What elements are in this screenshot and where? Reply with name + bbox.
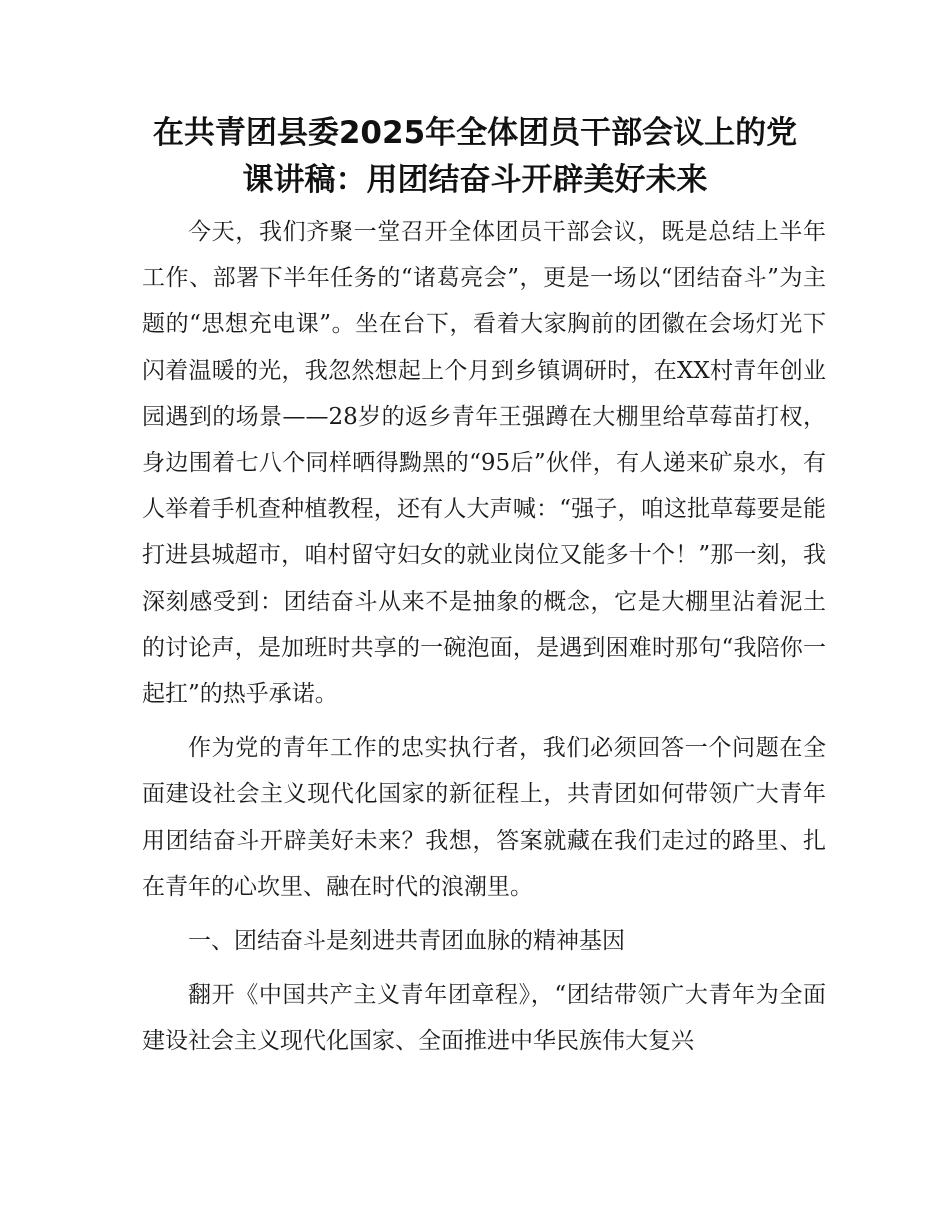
document-title [120, 110, 830, 204]
title-line-2: 课讲稿：用团结奋斗开辟美好未来 [242, 162, 708, 198]
title-line-1: 在共青团县委2025年全体团员干部会议上的党 [152, 115, 798, 151]
paragraph-intro: 今天，我们齐聚一堂召开全体团员干部会议，既是总结上半年工作、部署下半年任务的“诸葛亮会”，更是一场以“团结奋斗”为主题的“思想充电课”。坐在台下，看着大家胸前的团徽在会场灯光下闪着温暖的光，我忽然想起上个月到乡镇调研时，在XX村青年创业园遇到的场景——28岁的返乡青年王强蹲在大棚里给草莓苗打杈，身边围着七八个同样晒得黝黑的“95后”伙伴，有人递来矿泉水，有人举着手机查种植教程，还有人大声喊：“强子，咱这批草莓要是能打进县城超市，咱村留守妇女的就业岗位又能多十个！”那一刻，我深刻感受到：团结奋斗从来不是抽象的概念，它是大棚里沾着泥土的讨论声，是加班时共享的一碗泡面，是遇到困难时那句“我陪你一起扛”的热乎承诺。 [142, 219, 826, 708]
paragraph-question: 作为党的青年工作的忠实执行者，我们必须回答一个问题在全面建设社会主义现代化国家的新征程上，共青团如何带领广大青年用团结奋斗开辟美好未来？我想，答案就藏在我们走过的路里、扎在青年的心坎里、融在时代的浪潮里。 [142, 735, 826, 900]
paragraph-charter: 翻开《中国共产主义青年团章程》，“团结带领广大青年为全面建设社会主义现代化国家、全面推进中华民族伟大复兴 [142, 982, 826, 1055]
section-heading-1: 一、团结奋斗是刻进共青团血脉的精神基因 [188, 928, 625, 955]
document-body [142, 209, 826, 1065]
